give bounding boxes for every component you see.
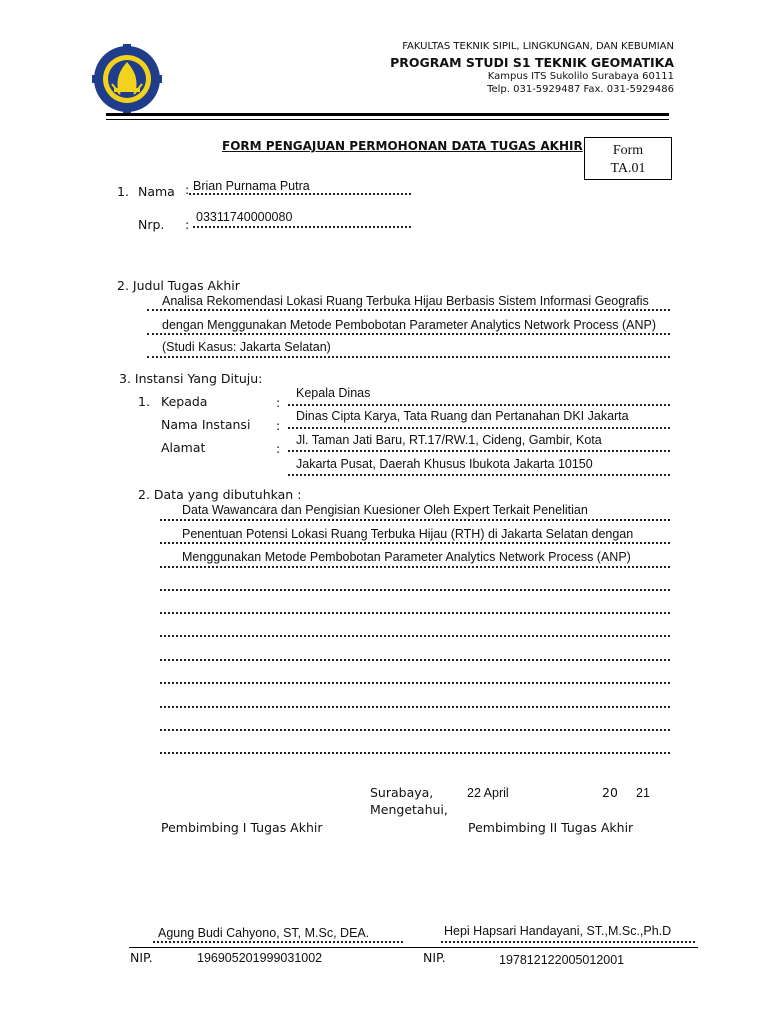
header-rule-thick xyxy=(106,113,669,116)
judul-dotted-2 xyxy=(147,333,670,335)
header-rule-thin xyxy=(106,119,669,120)
sign-year-suffix[interactable]: 21 xyxy=(636,786,650,800)
form-code-line2: TA.01 xyxy=(610,161,646,176)
judul-line-1[interactable]: Analisa Rekomendasi Lokasi Ruang Terbuka Hijau Berbasis Sistem Informasi Geografis xyxy=(162,294,649,308)
nama-colon: : xyxy=(185,182,190,197)
nip-rule xyxy=(129,947,698,948)
sub1-number: 1. xyxy=(138,394,150,409)
faculty-name: FAKULTAS TEKNIK SIPIL, LINGKUNGAN, DAN KEBUMIAN xyxy=(402,41,674,52)
instansi-label: Nama Instansi xyxy=(161,417,251,432)
sign-year-prefix: 20 xyxy=(602,785,618,800)
data-dotted-3 xyxy=(160,566,670,568)
judul-heading: 2. Judul Tugas Akhir xyxy=(117,278,240,293)
form-code-line1: Form xyxy=(612,143,644,158)
its-logo-icon xyxy=(92,44,162,114)
data-dotted-8 xyxy=(160,682,670,684)
kepada-field[interactable]: Kepala Dinas xyxy=(296,386,371,400)
supervisor1-nip-label: NIP. xyxy=(130,950,153,965)
alamat-label: Alamat xyxy=(161,440,206,455)
instansi-colon: : xyxy=(276,418,281,433)
nrp-colon: : xyxy=(185,217,190,232)
supervisor2-nip[interactable]: 197812122005012001 xyxy=(499,953,625,967)
data-line-2[interactable]: Penentuan Potensi Lokasi Ruang Terbuka Hijau (RTH) di Jakarta Selatan dengan xyxy=(182,527,634,541)
supervisor1-nip[interactable]: 196905201999031002 xyxy=(197,951,323,965)
nrp-field[interactable]: 03311740000080 xyxy=(196,210,293,224)
supervisor2-nip-label: NIP. xyxy=(423,950,446,965)
supervisor2-dotted-line xyxy=(441,941,695,943)
data-dotted-9 xyxy=(160,706,670,708)
judul-dotted-1 xyxy=(147,309,670,311)
nrp-dotted-line xyxy=(193,226,411,228)
section1-number: 1. xyxy=(117,184,129,199)
sign-date[interactable]: 22 April xyxy=(467,786,509,800)
supervisor2-title: Pembimbing II Tugas Akhir xyxy=(468,820,634,835)
supervisor1-dotted-line xyxy=(153,941,403,943)
alamat-dotted-1 xyxy=(288,450,670,452)
alamat-colon: : xyxy=(276,441,281,456)
kepada-colon: : xyxy=(276,395,281,410)
data-dotted-11 xyxy=(160,752,670,754)
data-dotted-7 xyxy=(160,659,670,661)
judul-line-3[interactable]: (Studi Kasus: Jakarta Selatan) xyxy=(162,340,331,354)
kepada-dotted-line xyxy=(288,404,670,406)
data-dotted-2 xyxy=(160,542,670,544)
alamat-field-line1[interactable]: Jl. Taman Jati Baru, RT.17/RW.1, Cideng, Gambir, Kota xyxy=(296,433,602,447)
data-dotted-1 xyxy=(160,519,670,521)
sign-acknowledged: Mengetahui, xyxy=(370,802,448,817)
judul-dotted-3 xyxy=(147,356,670,358)
data-dotted-10 xyxy=(160,729,670,731)
nrp-label: Nrp. xyxy=(138,217,165,232)
data-dotted-5 xyxy=(160,612,670,614)
data-dotted-4 xyxy=(160,589,670,591)
data-line-1[interactable]: Data Wawancara dan Pengisian Kuesioner Oleh Expert Terkait Penelitian xyxy=(182,503,588,517)
data-line-3[interactable]: Menggunakan Metode Pembobotan Parameter Analytics Network Process (ANP) xyxy=(182,550,631,564)
supervisor2-name[interactable]: Hepi Hapsari Handayani, ST.,M.Sc.,Ph.D xyxy=(444,924,672,938)
sign-city: Surabaya, xyxy=(370,785,434,800)
alamat-field-line2[interactable]: Jakarta Pusat, Daerah Khusus Ibukota Jakarta 10150 xyxy=(296,457,593,471)
instansi-field[interactable]: Dinas Cipta Karya, Tata Ruang dan Pertanahan DKI Jakarta xyxy=(296,409,629,423)
instansi-heading: 3. Instansi Yang Dituju: xyxy=(119,371,263,386)
nama-field[interactable]: Brian Purnama Putra xyxy=(193,179,310,193)
form-title: FORM PENGAJUAN PERMOHONAN DATA TUGAS AKHIR xyxy=(222,139,583,153)
contact-phone: Telp. 031-5929487 Fax. 031-5929486 xyxy=(487,84,674,95)
supervisor1-name[interactable]: Agung Budi Cahyono, ST, M.Sc, DEA. xyxy=(158,926,370,940)
program-name: PROGRAM STUDI S1 TEKNIK GEOMATIKA xyxy=(390,55,674,70)
nama-dotted-line xyxy=(189,193,411,195)
campus-address: Kampus ITS Sukolilo Surabaya 60111 xyxy=(487,71,674,82)
instansi-dotted-line xyxy=(288,427,670,429)
judul-line-2[interactable]: dengan Menggunakan Metode Pembobotan Parameter Analytics Network Process (ANP) xyxy=(162,318,657,332)
alamat-dotted-2 xyxy=(288,474,670,476)
supervisor1-title: Pembimbing I Tugas Akhir xyxy=(161,820,323,835)
nama-label: Nama xyxy=(138,184,175,199)
data-dotted-6 xyxy=(160,635,670,637)
kepada-label: Kepada xyxy=(161,394,208,409)
form-code-box xyxy=(584,137,672,180)
data-needed-heading: 2. Data yang dibutuhkan : xyxy=(138,487,302,502)
